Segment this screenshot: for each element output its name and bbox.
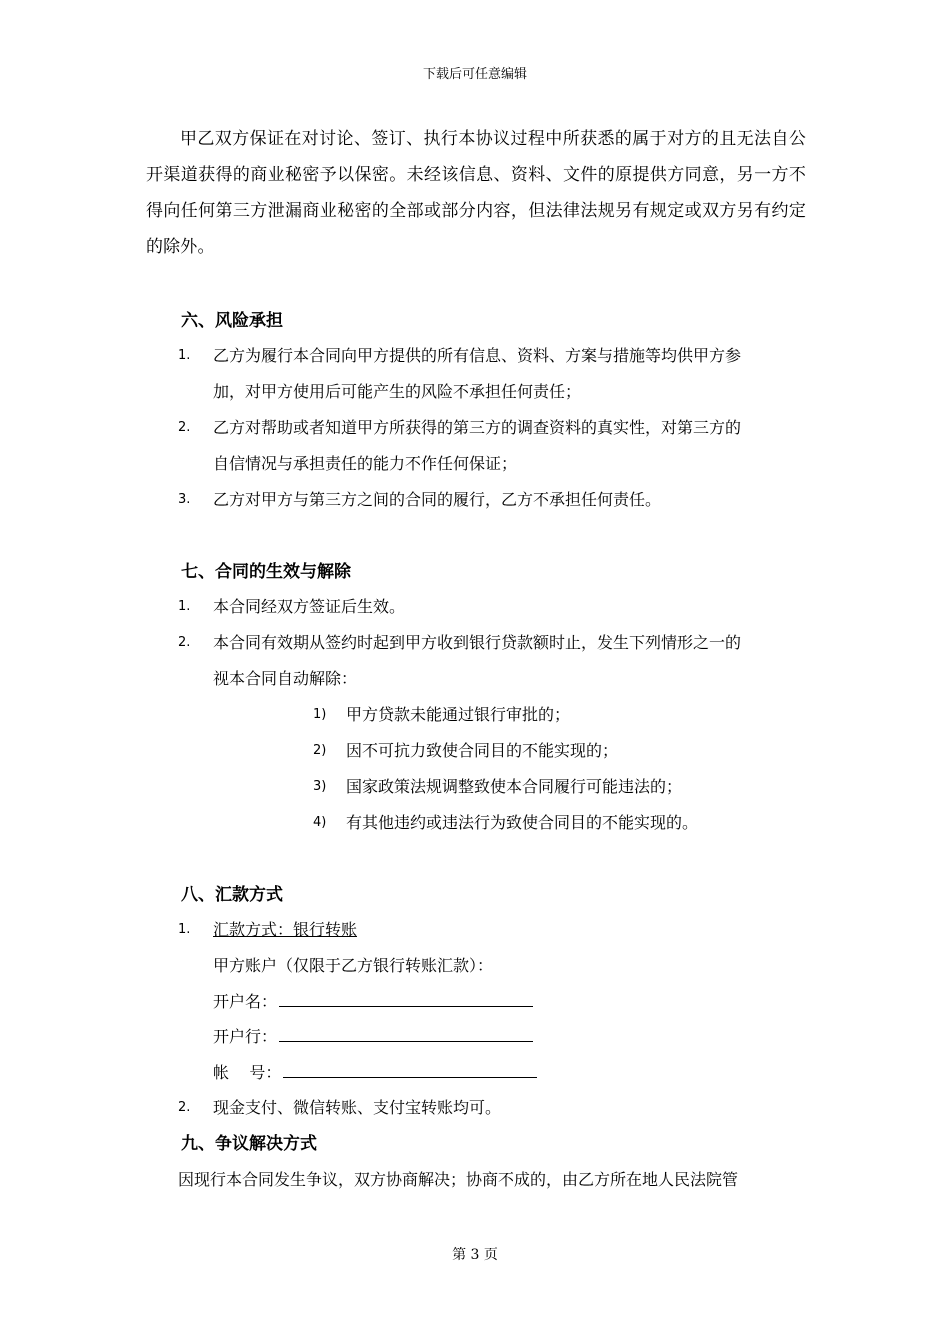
- sublist-number: 4): [313, 815, 327, 830]
- blank-line: [279, 1025, 533, 1042]
- list-number: 1.: [178, 922, 191, 937]
- blank-line: [283, 1061, 537, 1078]
- sublist-item: 有其他违约或违法行为致使合同目的不能实现的。: [346, 813, 699, 832]
- list-item-line: 加，对甲方使用后可能产生的风险不承担任何责任；: [213, 382, 582, 401]
- sublist-item: 因不可抗力致使合同目的不能实现的；: [346, 741, 619, 760]
- list-item-line: 自信情况与承担责任的能力不作任何保证；: [213, 454, 518, 473]
- confidentiality-paragraph: [146, 121, 806, 265]
- sublist-number: 1): [313, 707, 327, 722]
- blank-line: [279, 990, 533, 1007]
- field-label: 帐 号：: [213, 1063, 282, 1082]
- list-number: 2.: [178, 1100, 191, 1115]
- list-item-line: 乙方为履行本合同向甲方提供的所有信息、资料、方案与措施等均供甲方参: [213, 346, 742, 365]
- page-header: 下载后可任意编辑: [422, 67, 527, 82]
- section-7-title: 七、合同的生效与解除: [181, 562, 351, 582]
- account-name-field: [213, 990, 533, 1013]
- page-number: 第 3 页: [452, 1247, 498, 1263]
- paragraph-text: 甲乙双方保证在对讨论、签订、执行本协议过程中所获悉的属于对方的且无法自公开渠道获得的商业秘密予以保密。未经该信息、资料、文件的原提供方同意，另一方不得向任何第三方泄漏商业秘密的全部或部分内容，但法律法规另有规定或双方另有约定的除外。: [146, 129, 806, 257]
- list-item-line: 本合同有效期从签约时起到甲方收到银行贷款额时止，发生下列情形之一的: [213, 633, 742, 652]
- list-item-line: 本合同经双方签证后生效。: [213, 597, 406, 616]
- sublist-item: 国家政策法规调整致使本合同履行可能违法的；: [346, 777, 683, 796]
- section-6-title: 六、风险承担: [181, 311, 283, 331]
- sublist-number: 3): [313, 779, 327, 794]
- list-item-line: 视本合同自动解除：: [213, 669, 358, 688]
- list-number: 2.: [178, 635, 191, 650]
- list-number: 2.: [178, 420, 191, 435]
- bank-name-field: [213, 1025, 533, 1048]
- list-number: 1.: [178, 599, 191, 614]
- list-item-line: 现金支付、微信转账、支付宝转账均可。: [213, 1098, 502, 1117]
- list-number: 3.: [178, 492, 191, 507]
- account-number-field: [213, 1061, 537, 1084]
- payment-method-text: 汇款方式：银行转账: [213, 920, 358, 939]
- account-intro: 甲方账户（仅限于乙方银行转账汇款）：: [213, 956, 494, 975]
- section-8-title: 八、汇款方式: [181, 885, 283, 905]
- field-label: 开户名：: [213, 992, 278, 1011]
- section-9-title: 九、争议解决方式: [181, 1134, 317, 1154]
- field-label: 开户行：: [213, 1027, 278, 1046]
- list-number: 1.: [178, 348, 191, 363]
- dispute-text: 因现行本合同发生争议，双方协商解决；协商不成的，由乙方所在地人民法院管: [178, 1170, 739, 1189]
- list-item-line: 乙方对帮助或者知道甲方所获得的第三方的调查资料的真实性，对第三方的: [213, 418, 742, 437]
- sublist-item: 甲方贷款未能通过银行审批的；: [346, 705, 571, 724]
- list-item-line: 乙方对甲方与第三方之间的合同的履行，乙方不承担任何责任。: [213, 490, 662, 509]
- sublist-number: 2): [313, 743, 327, 758]
